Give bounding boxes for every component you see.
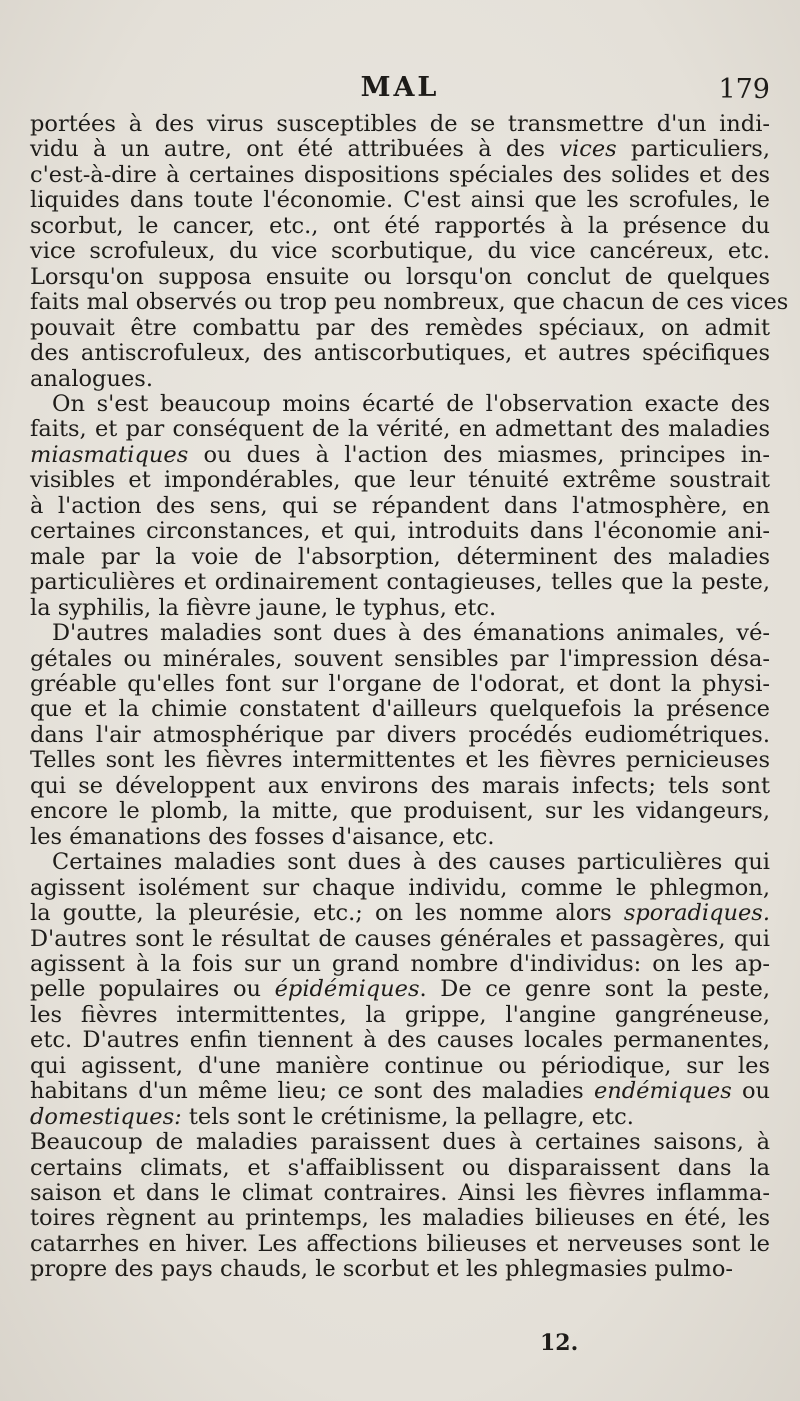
text-line: propre des pays chauds, le scorbut et les phlegmasies pulmo- — [30, 1256, 734, 1283]
text-line: D'autres sont le résultat de causes générales et passagères, qui — [30, 925, 770, 952]
text-line: pelle populaires ou épidémiques. De ce genre sont la peste, — [30, 976, 770, 1003]
text-line: agissent isolément sur chaque individu, comme le phlegmon, — [30, 874, 770, 901]
body-text — [30, 111, 789, 1283]
text-line: Certaines maladies sont dues à des causes particulières qui — [52, 849, 770, 876]
text-line: miasmatiques ou dues à l'action des miasmes, principes in- — [30, 441, 770, 468]
text-line: saison et dans le climat contraires. Ainsi les fièvres inflamma- — [30, 1180, 770, 1207]
text-line: catarrhes en hiver. Les affections bilieuses et nerveuses sont le — [30, 1230, 770, 1257]
text-line: Beaucoup de maladies paraissent dues à certaines saisons, à — [30, 1129, 770, 1156]
text-line: que et la chimie constatent d'ailleurs quelquefois la présence — [30, 696, 770, 723]
page-header — [30, 72, 770, 112]
paragraph — [30, 1130, 770, 1283]
text-line: Telles sont les fièvres intermittentes et les fièvres pernicieuses — [30, 747, 770, 774]
text-line: etc. D'autres enfin tiennent à des causes locales permanentes, — [30, 1027, 770, 1054]
text-line: gréable qu'elles font sur l'organe de l'odorat, et dont la physi- — [30, 670, 770, 697]
text-line: à l'action des sens, qui se répandent dans l'atmosphère, en — [30, 492, 770, 519]
text-line: des antiscrofuleux, des antiscorbutiques, et autres spécifiques — [30, 340, 770, 367]
paragraph — [30, 392, 770, 621]
text-line: vice scrofuleux, du vice scorbutique, du vice cancéreux, etc. — [30, 238, 770, 265]
text-line: On s'est beaucoup moins écarté de l'observation exacte des — [52, 390, 770, 417]
text-line: agissent à la fois sur un grand nombre d'individus: on les ap- — [30, 950, 770, 977]
text-line: scorbut, le cancer, etc., ont été rapportés à la présence du — [30, 212, 770, 239]
text-line: male par la voie de l'absorption, déterminent des maladies — [30, 543, 770, 570]
text-line: vidu à un autre, ont été attribuées à des vices particuliers, — [30, 136, 770, 163]
text-line: encore le plomb, la mitte, que produisent, sur les vidangeurs, — [30, 798, 770, 825]
text-line: c'est-à-dire à certaines dispositions spéciales des solides et des — [30, 161, 770, 188]
text-line: faits mal observés ou trop peu nombreux, que chacun de ces vices — [30, 289, 789, 316]
text-line: portées à des virus susceptibles de se transmettre d'un indi- — [30, 111, 770, 137]
text-line: toires règnent au printemps, les maladies bilieuses en été, les — [30, 1205, 770, 1232]
text-line: Lorsqu'on supposa ensuite ou lorsqu'on conclut de quelques — [30, 263, 770, 290]
text-line: certaines circonstances, et qui, introduits dans l'économie ani- — [30, 518, 770, 545]
text-line: domestiques: tels sont le crétinisme, la pellagre, etc. — [30, 1103, 634, 1130]
text-line: liquides dans toute l'économie. C'est ainsi que les scrofules, le — [30, 187, 770, 214]
text-line: visibles et impondérables, que leur ténuité extrême soustrait — [30, 467, 770, 494]
page-number: 179 — [718, 74, 770, 105]
text-line: certains climats, et s'affaiblissent ou disparaissent dans la — [30, 1154, 770, 1181]
text-line: particulières et ordinairement contagieuses, telles que la peste, — [30, 569, 770, 596]
text-line: gétales ou minérales, souvent sensibles par l'impression désa- — [30, 645, 770, 672]
paragraph — [30, 850, 770, 1130]
text-line: qui agissent, d'une manière continue ou périodique, sur les — [30, 1052, 770, 1079]
text-line: analogues. — [30, 365, 153, 392]
text-line: qui se développent aux environs des marais infects; tels sont — [30, 772, 770, 799]
text-line: les fièvres intermittentes, la grippe, l'angine gangréneuse, — [30, 1001, 770, 1028]
signature-mark: 12. — [540, 1330, 579, 1356]
text-line: D'autres maladies sont dues à des émanations animales, vé- — [52, 620, 770, 647]
text-line: faits, et par conséquent de la vérité, en admettant des maladies — [30, 416, 770, 443]
text-line: la syphilis, la fièvre jaune, le typhus, etc. — [30, 594, 497, 621]
text-line: les émanations des fosses d'aisance, etc. — [30, 823, 495, 850]
paragraph — [30, 111, 789, 392]
text-line: dans l'air atmosphérique par divers procédés eudiométriques. — [30, 721, 770, 748]
text-line: la goutte, la pleurésie, etc.; on les nomme alors sporadiques. — [30, 900, 770, 927]
paragraph — [30, 621, 770, 850]
text-line: habitans d'un même lieu; ce sont des maladies endémiques ou — [30, 1078, 770, 1105]
running-head: MAL — [360, 72, 440, 103]
text-line: pouvait être combattu par des remèdes spéciaux, on admit — [30, 314, 770, 341]
